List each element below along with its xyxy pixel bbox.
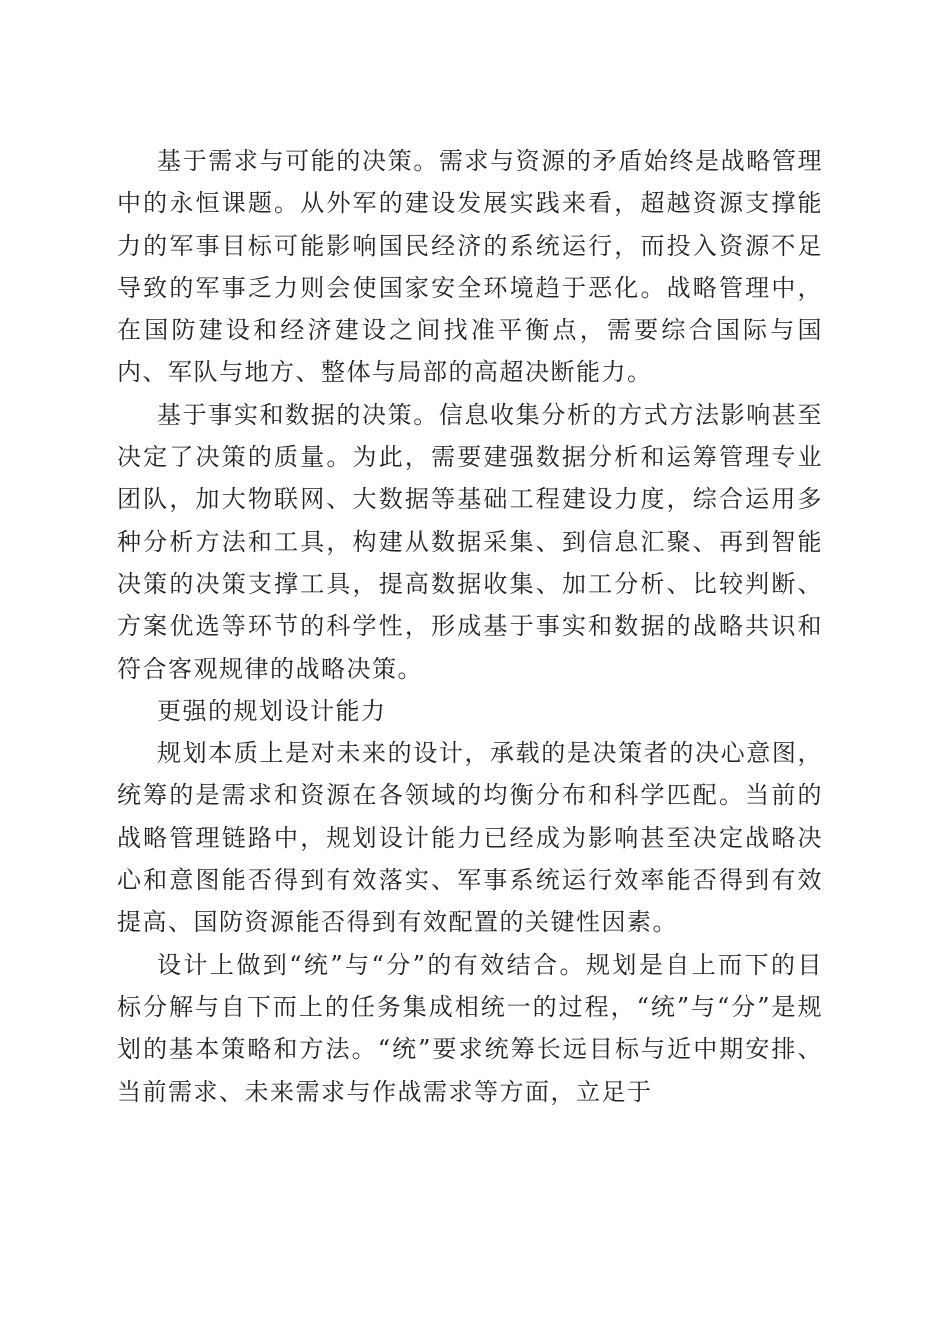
document-body: [117, 140, 823, 1113]
paragraph-unify-divide: 设计上做到“统”与“分”的有效结合。规划是自上而下的目标分解与自下而上的任务集成相统一的过程，“统”与“分”是规划的基本策略和方法。“统”要求统筹长远目标与近中期安排、当前需求、未来需求与作战需求等方面，立足于: [117, 950, 823, 1106]
paragraph-decision-facts-data: 基于事实和数据的决策。信息收集分析的方式方法影响甚至决定了决策的质量。为此，需要建强数据分析和运筹管理专业团队，加大物联网、大数据等基础工程建设力度，综合运用多种分析方法和工具，构建从数据采集、到信息汇聚、再到智能决策的决策支撑工具，提高数据收集、加工分析、比较判断、方案优选等环节的科学性，形成基于事实和数据的战略共识和符合客观规律的战略决策。: [117, 400, 823, 683]
paragraph-decision-demand-possibility: 基于需求与可能的决策。需求与资源的矛盾始终是战略管理中的永恒课题。从外军的建设发展实践来看，超越资源支撑能力的军事目标可能影响国民经济的系统运行，而投入资源不足导致的军事乏力则会使国家安全环境趋于恶化。战略管理中，在国防建设和经济建设之间找准平衡点，需要综合国际与国内、军队与地方、整体与局部的高超决断能力。: [117, 147, 823, 387]
paragraph-planning-essence: 规划本质上是对未来的设计，承载的是决策者的决心意图，统筹的是需求和资源在各领域的均衡分布和科学匹配。当前的战略管理链路中，规划设计能力已经成为影响甚至决定战略决心和意图能否得到有效落实、军事系统运行效率能否得到有效提高、国防资源能否得到有效配置的关键性因素。: [117, 739, 823, 937]
section-heading-planning-capability: 更强的规划设计能力: [157, 696, 387, 725]
